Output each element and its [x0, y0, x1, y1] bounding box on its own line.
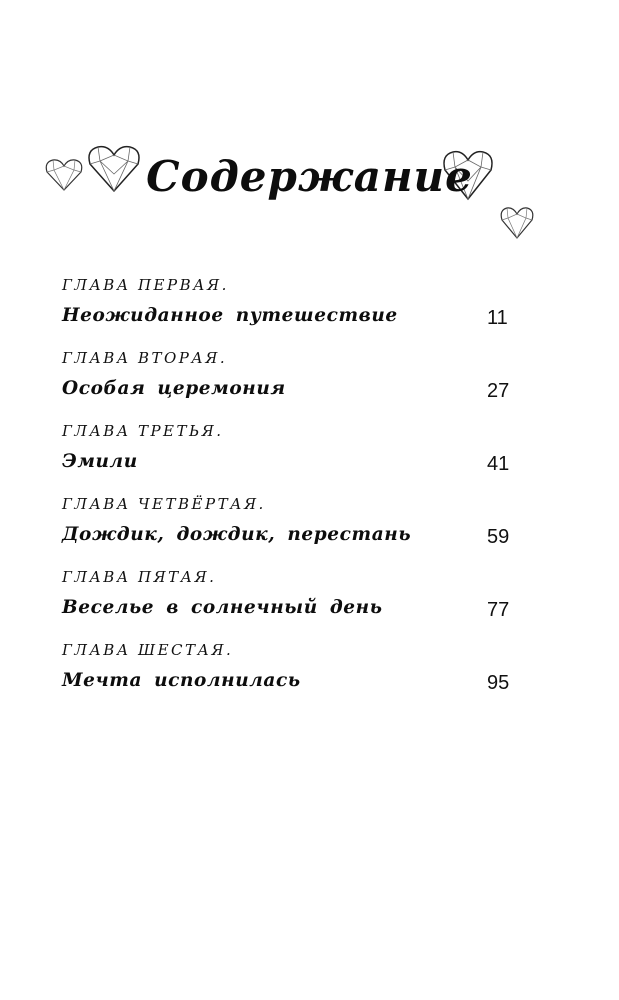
- chapter-label: ГЛАВА ШЕСТАЯ.: [62, 641, 234, 659]
- chapter-label: ГЛАВА ВТОРАЯ.: [62, 349, 228, 367]
- page-number: 27: [487, 380, 510, 402]
- toc-entry: [62, 276, 522, 349]
- chapter-label: ГЛАВА ПЯТАЯ.: [62, 568, 217, 586]
- page-number: 41: [487, 453, 510, 475]
- toc-entry: [62, 349, 522, 422]
- chapter-title: Веселье в солнечный день: [62, 597, 383, 618]
- table-of-contents: [62, 276, 522, 714]
- chapter-title: Неожиданное путешествие: [62, 305, 398, 326]
- chapter-label: ГЛАВА ЧЕТВЁРТАЯ.: [62, 495, 266, 513]
- diamond-heart-icon: [499, 206, 535, 240]
- chapter-title: Особая церемония: [62, 378, 286, 399]
- page-number: 77: [487, 599, 510, 621]
- toc-entry: [62, 422, 522, 495]
- chapter-title: Дождик, дождик, перестань: [62, 524, 412, 545]
- page-number: 11: [487, 307, 508, 329]
- chapter-title: Эмили: [62, 451, 138, 472]
- page-number: 95: [487, 672, 510, 694]
- toc-entry: [62, 641, 522, 714]
- chapter-label: ГЛАВА ТРЕТЬЯ.: [62, 422, 224, 440]
- page-title: Содержание: [146, 152, 473, 201]
- chapter-label: ГЛАВА ПЕРВАЯ.: [62, 276, 229, 294]
- page-number: 59: [487, 526, 510, 548]
- toc-entry: [62, 495, 522, 568]
- toc-entry: [62, 568, 522, 641]
- chapter-title: Мечта исполнилась: [62, 670, 301, 691]
